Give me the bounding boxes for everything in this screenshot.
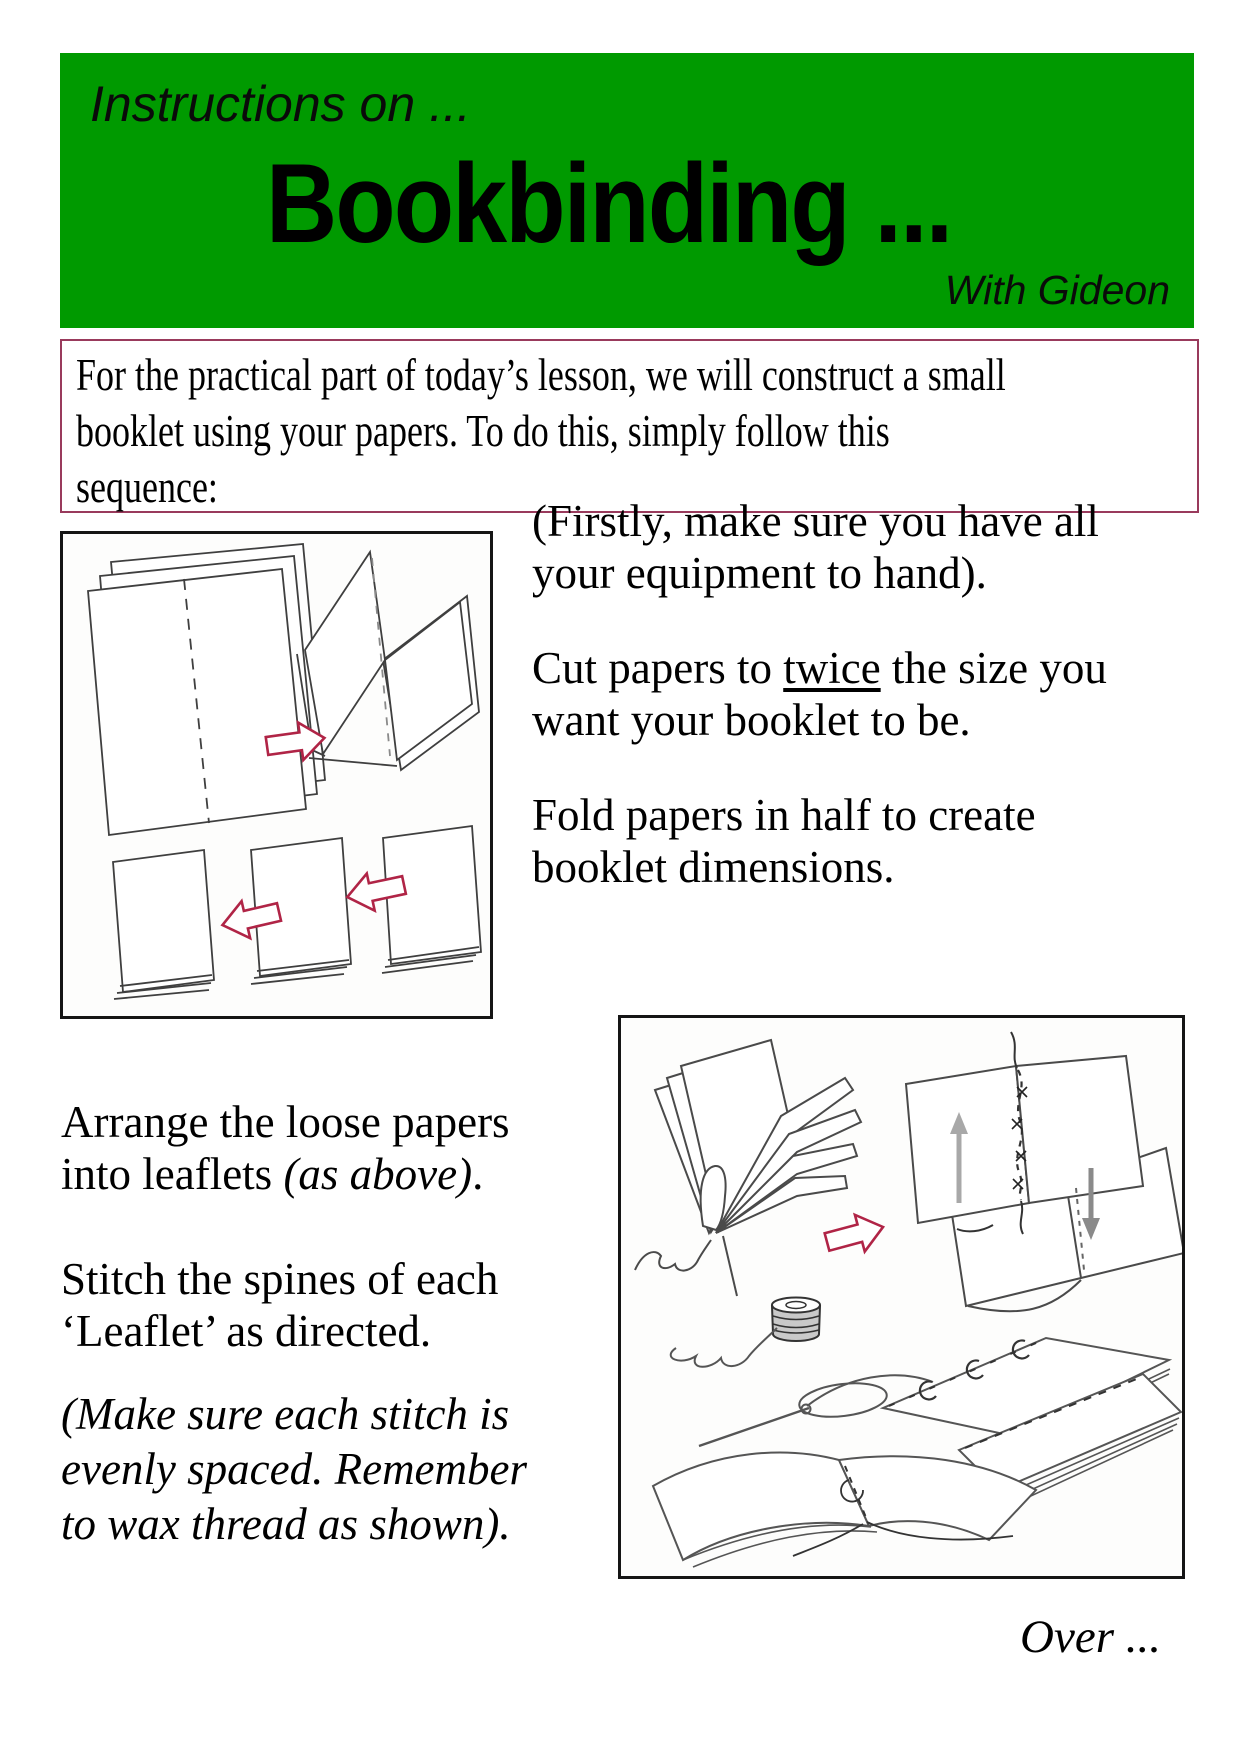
steps-right-column: [532, 495, 1107, 893]
over-label: Over ...: [1020, 1611, 1161, 1663]
thread-spool-drawing: [772, 1298, 820, 1342]
figure-stitching: [618, 1015, 1185, 1579]
step-line: Stitch the spines of each: [61, 1254, 499, 1304]
step-line: ‘Leaflet’ as directed.: [61, 1306, 432, 1356]
step-arrange: [61, 1096, 527, 1200]
step-line: Arrange the loose papers: [61, 1097, 510, 1147]
arrow-right-icon: [822, 1209, 888, 1261]
header-byline: With Gideon: [944, 267, 1170, 313]
underlined-word: twice: [783, 643, 881, 693]
step-line: your equipment to hand).: [532, 548, 987, 598]
step-stitch: [61, 1253, 527, 1357]
figure-folding-steps: [60, 531, 493, 1019]
intro-line: booklet using your papers. To do this, simply follow this: [76, 406, 890, 456]
folding-steps-illustration: [63, 534, 490, 1016]
intro-box: [60, 339, 1199, 513]
stitching-illustration: [621, 1018, 1182, 1576]
step-equipment: [532, 495, 1107, 599]
folded-booklet-1-drawing: [113, 850, 214, 999]
step-line: to wax thread as shown).: [61, 1499, 511, 1549]
steps-left-column: [61, 1096, 527, 1552]
step-line: Cut papers to: [532, 643, 784, 693]
step-line: into leaflets: [61, 1149, 284, 1199]
intro-line: For the practical part of today’s lesson, we will construct a small: [76, 350, 1006, 400]
header-pretitle: Instructions on ...: [90, 76, 471, 132]
header-banner: [60, 53, 1194, 328]
step-line: .: [472, 1149, 484, 1199]
step-line: evenly spaced. Remember: [61, 1444, 528, 1494]
step-line: (Firstly, make sure you have all: [532, 496, 1099, 546]
paper-stack-drawing: [88, 544, 325, 835]
page-title: Bookbinding ...: [266, 141, 952, 266]
fanned-pages-hand-drawing: [635, 1040, 861, 1296]
open-sewn-book-drawing: [653, 1453, 1036, 1567]
step-fold-papers: [532, 789, 1107, 893]
intro-text: [76, 347, 1006, 515]
step-line: booklet dimensions.: [532, 842, 895, 892]
intro-line: sequence:: [76, 462, 218, 512]
italic-phrase: (as above): [283, 1149, 473, 1199]
stitched-leaflet-drawing: [906, 1032, 1182, 1311]
step-cut-papers: [532, 642, 1107, 746]
step-line: the size you: [880, 643, 1107, 693]
step-line: (Make sure each stitch is: [61, 1389, 510, 1439]
step-note-italic: [61, 1387, 527, 1552]
needle-thread-drawing: [671, 1328, 933, 1446]
step-line: Fold papers in half to create: [532, 790, 1036, 840]
step-line: want your booklet to be.: [532, 695, 971, 745]
folded-booklet-3-drawing: [382, 826, 481, 973]
